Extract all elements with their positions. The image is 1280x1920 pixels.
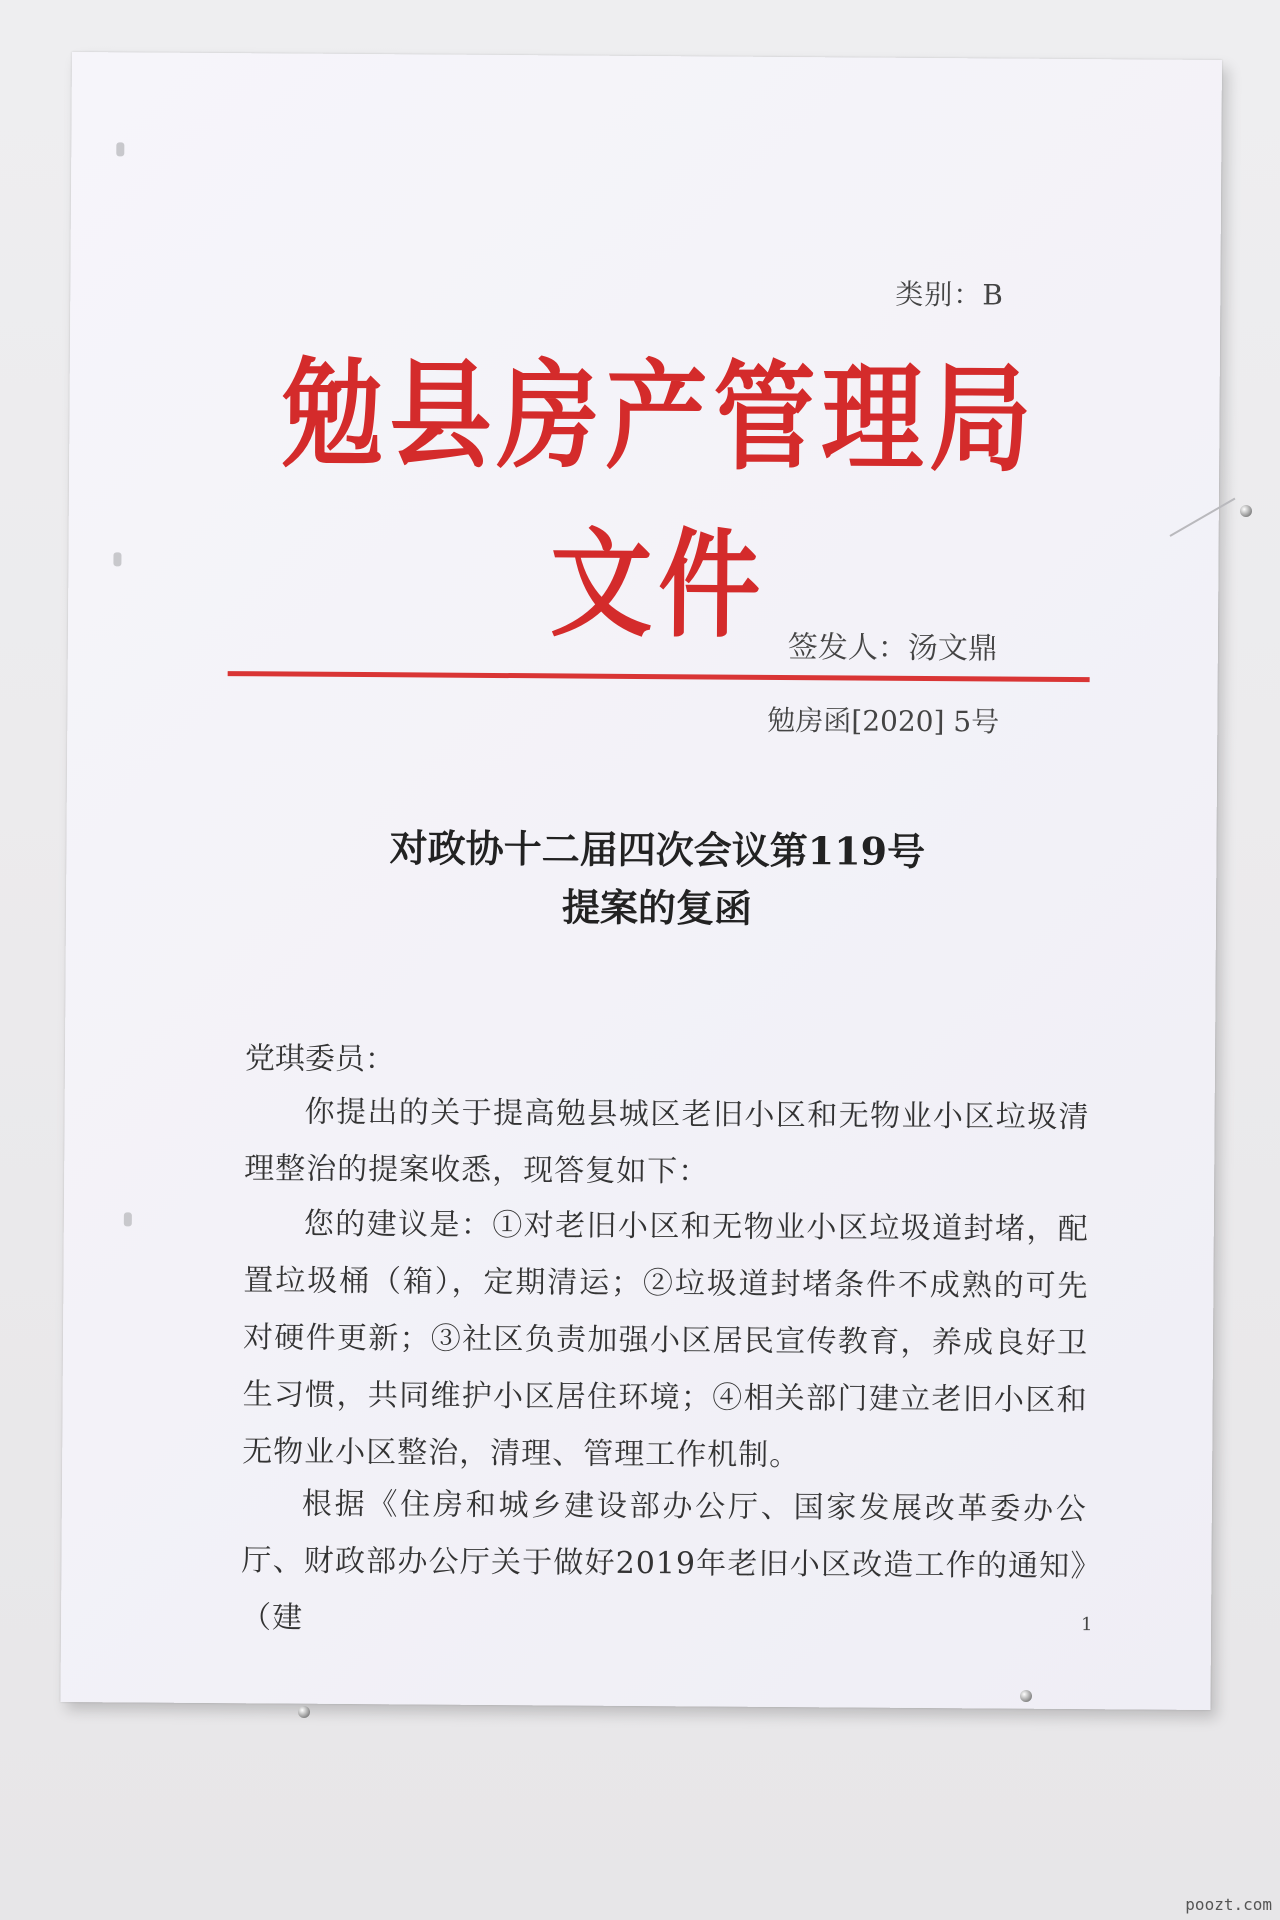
title-line-2: 提案的复函 — [561, 884, 753, 931]
paragraph-2: 您的建议是：①对老旧小区和无物业小区垃圾道封堵，配置垃圾桶（箱），定期清运；②垃圾道封堵条件不成熟的可先对硬件更新；③社区负责加强小区居民宣传教育，养成良好卫生习惯，共同维护小区居住环境；④相关部门建立老旧小区和无物业小区整治，清理、管理工作机制。 — [242, 1206, 1089, 1474]
document-number: 勉房函[2020] 5号 — [767, 703, 1000, 739]
watermark: poozt.com — [1185, 1895, 1272, 1914]
staple-hole — [116, 142, 124, 156]
issuer-label: 签发人：汤文鼎 — [787, 630, 998, 667]
red-divider — [228, 671, 1090, 682]
document-page — [60, 52, 1221, 1710]
staple-hole — [124, 1212, 132, 1226]
staple-hole — [113, 552, 121, 566]
salutation: 党琪委员： — [244, 1041, 396, 1078]
paragraph-3: 根据《住房和城乡建设部办公厅、国家发展改革委办公厅、财政部办公厅关于做好2019年老旧小区改造工作的通知》（建 — [240, 1486, 1087, 1636]
pin-head — [1240, 505, 1252, 517]
pin-head — [298, 1706, 310, 1718]
page-number: 1 — [1080, 1614, 1093, 1636]
classification-label: 类别：B — [895, 277, 1005, 312]
document-header: 勉县房产管理局文件 — [280, 345, 1038, 656]
title-line-1: 对政协十二届四次会议第119号 — [389, 825, 926, 874]
pin-head — [1020, 1690, 1032, 1702]
document-title — [226, 818, 1089, 940]
paragraph-1: 你提出的关于提高勉县城区老旧小区和无物业小区垃圾清理整治的提案收悉，现答复如下： — [244, 1094, 1090, 1190]
